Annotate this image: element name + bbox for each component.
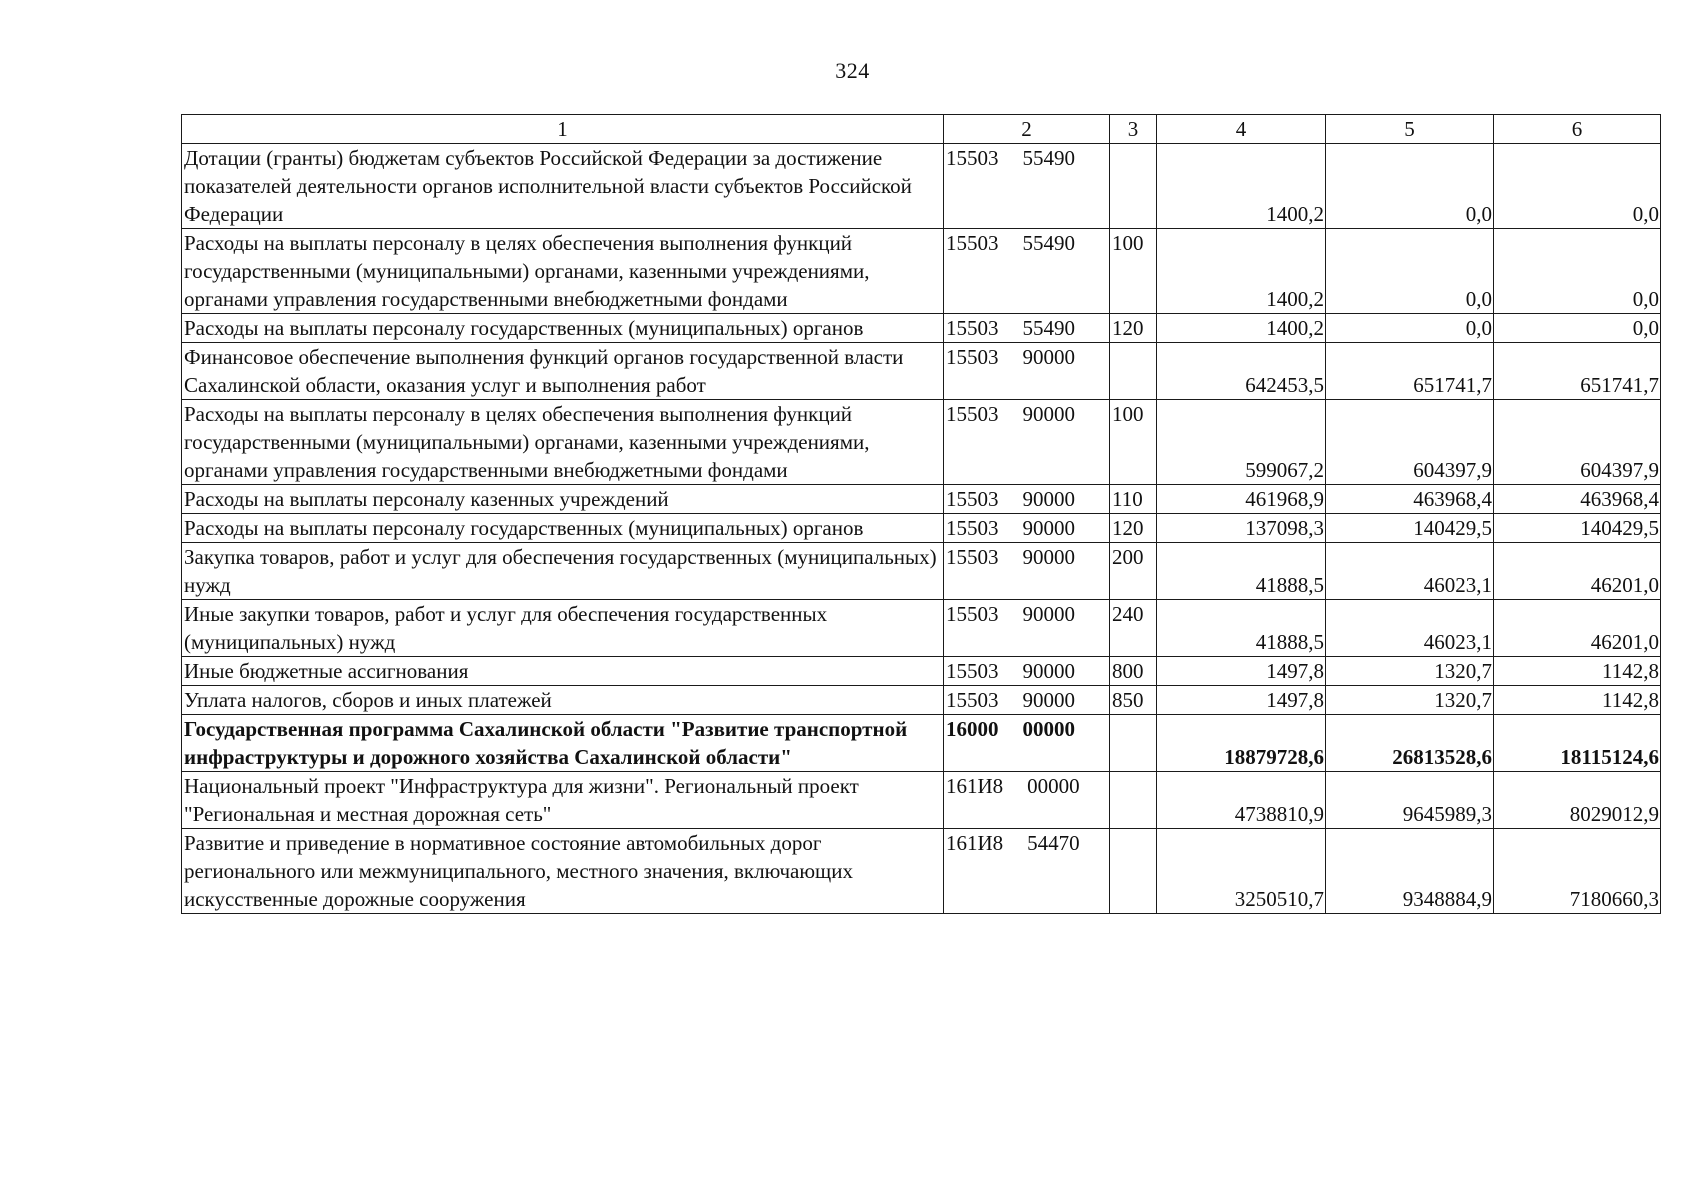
row-code-cell <box>944 772 1110 829</box>
expense-type-code <box>1110 829 1157 914</box>
row-description: Расходы на выплаты персоналу государственных (муниципальных) органов <box>182 514 944 543</box>
row-description: Иные закупки товаров, работ и услуг для обеспечения государственных (муниципальных) нужд <box>182 600 944 657</box>
amount-col-4: 1497,8 <box>1157 657 1326 686</box>
amount-col-4: 1497,8 <box>1157 686 1326 715</box>
row-code-cell <box>944 514 1110 543</box>
table-header-row <box>182 115 1661 144</box>
expense-type-code: 200 <box>1110 543 1157 600</box>
program-code: 15503 <box>946 345 999 369</box>
row-code-cell <box>944 485 1110 514</box>
column-header: 1 <box>182 115 944 144</box>
row-code-cell <box>944 229 1110 314</box>
amount-col-5: 604397,9 <box>1326 400 1494 485</box>
program-code: 15503 <box>946 316 999 340</box>
amount-col-4: 137098,3 <box>1157 514 1326 543</box>
expense-type-code <box>1110 144 1157 229</box>
direction-code: 90000 <box>1022 487 1075 511</box>
direction-code: 90000 <box>1022 545 1075 569</box>
row-description: Иные бюджетные ассигнования <box>182 657 944 686</box>
amount-col-6: 463968,4 <box>1494 485 1661 514</box>
column-header: 4 <box>1157 115 1326 144</box>
table-row <box>182 657 1661 686</box>
amount-col-5: 463968,4 <box>1326 485 1494 514</box>
expense-type-code: 240 <box>1110 600 1157 657</box>
amount-col-6: 604397,9 <box>1494 400 1661 485</box>
expense-type-code: 120 <box>1110 514 1157 543</box>
program-code: 161И8 <box>946 831 1004 855</box>
program-code: 15503 <box>946 516 999 540</box>
amount-col-6: 1142,8 <box>1494 657 1661 686</box>
amount-col-6: 7180660,3 <box>1494 829 1661 914</box>
amount-col-5: 26813528,6 <box>1326 715 1494 772</box>
column-header: 2 <box>944 115 1110 144</box>
table-row <box>182 514 1661 543</box>
amount-col-4: 3250510,7 <box>1157 829 1326 914</box>
expense-type-code: 100 <box>1110 229 1157 314</box>
amount-col-5: 46023,1 <box>1326 600 1494 657</box>
amount-col-4: 41888,5 <box>1157 543 1326 600</box>
amount-col-6: 1142,8 <box>1494 686 1661 715</box>
expense-type-code: 110 <box>1110 485 1157 514</box>
program-code: 15503 <box>946 688 999 712</box>
amount-col-4: 642453,5 <box>1157 343 1326 400</box>
row-code-cell <box>944 400 1110 485</box>
expense-type-code <box>1110 772 1157 829</box>
row-code-cell <box>944 600 1110 657</box>
expense-type-code <box>1110 343 1157 400</box>
table-row <box>182 314 1661 343</box>
direction-code: 90000 <box>1022 602 1075 626</box>
direction-code: 00000 <box>1027 774 1080 798</box>
amount-col-5: 1320,7 <box>1326 686 1494 715</box>
amount-col-4: 461968,9 <box>1157 485 1326 514</box>
amount-col-6: 8029012,9 <box>1494 772 1661 829</box>
table-row <box>182 772 1661 829</box>
row-code-cell <box>944 343 1110 400</box>
amount-col-6: 140429,5 <box>1494 514 1661 543</box>
table-row <box>182 144 1661 229</box>
direction-code: 54470 <box>1027 831 1080 855</box>
expense-type-code <box>1110 715 1157 772</box>
amount-col-5: 0,0 <box>1326 229 1494 314</box>
row-description: Расходы на выплаты персоналу государственных (муниципальных) органов <box>182 314 944 343</box>
table-row <box>182 485 1661 514</box>
amount-col-4: 41888,5 <box>1157 600 1326 657</box>
table-row <box>182 686 1661 715</box>
amount-col-4: 599067,2 <box>1157 400 1326 485</box>
program-code: 161И8 <box>946 774 1004 798</box>
row-description: Дотации (гранты) бюджетам субъектов Российской Федерации за достижение показателей деятельности органов исполнительной власти субъектов Российской Федерации <box>182 144 944 229</box>
amount-col-5: 140429,5 <box>1326 514 1494 543</box>
amount-col-5: 46023,1 <box>1326 543 1494 600</box>
amount-col-4: 18879728,6 <box>1157 715 1326 772</box>
table-row <box>182 343 1661 400</box>
row-code-cell <box>944 686 1110 715</box>
direction-code: 55490 <box>1022 231 1075 255</box>
amount-col-6: 651741,7 <box>1494 343 1661 400</box>
row-code-cell <box>944 144 1110 229</box>
table-row <box>182 715 1661 772</box>
row-code-cell <box>944 715 1110 772</box>
table-row <box>182 543 1661 600</box>
page-number: 324 <box>835 58 870 83</box>
program-code: 15503 <box>946 545 999 569</box>
expense-type-code: 800 <box>1110 657 1157 686</box>
amount-col-6: 46201,0 <box>1494 600 1661 657</box>
row-description: Развитие и приведение в нормативное состояние автомобильных дорог регионального или межмуниципального, местного значения, включающих искусственные дорожные сооружения <box>182 829 944 914</box>
row-description: Национальный проект "Инфраструктура для жизни". Региональный проект "Региональная и местная дорожная сеть" <box>182 772 944 829</box>
program-code: 15503 <box>946 602 999 626</box>
amount-col-6: 0,0 <box>1494 229 1661 314</box>
amount-col-5: 0,0 <box>1326 314 1494 343</box>
program-code: 15503 <box>946 659 999 683</box>
direction-code: 90000 <box>1022 516 1075 540</box>
program-code: 15503 <box>946 487 999 511</box>
program-code: 15503 <box>946 146 999 170</box>
amount-col-5: 9348884,9 <box>1326 829 1494 914</box>
row-code-cell <box>944 314 1110 343</box>
column-header: 5 <box>1326 115 1494 144</box>
row-description: Финансовое обеспечение выполнения функций органов государственной власти Сахалинской области, оказания услуг и выполнения работ <box>182 343 944 400</box>
amount-col-5: 651741,7 <box>1326 343 1494 400</box>
direction-code: 90000 <box>1022 345 1075 369</box>
expense-type-code: 100 <box>1110 400 1157 485</box>
row-code-cell <box>944 543 1110 600</box>
column-header: 3 <box>1110 115 1157 144</box>
row-description: Государственная программа Сахалинской области "Развитие транспортной инфраструктуры и дорожного хозяйства Сахалинской области" <box>182 715 944 772</box>
row-description: Закупка товаров, работ и услуг для обеспечения государственных (муниципальных) нужд <box>182 543 944 600</box>
program-code: 15503 <box>946 231 999 255</box>
amount-col-6: 0,0 <box>1494 144 1661 229</box>
budget-table <box>181 114 1661 914</box>
direction-code: 90000 <box>1022 402 1075 426</box>
direction-code: 55490 <box>1022 146 1075 170</box>
amount-col-6: 0,0 <box>1494 314 1661 343</box>
column-header: 6 <box>1494 115 1661 144</box>
program-code: 16000 <box>946 717 999 741</box>
row-description: Расходы на выплаты персоналу в целях обеспечения выполнения функций государственными (муниципальными) органами, казенными учреждениями, органами управления государственными внебюджетными фондами <box>182 400 944 485</box>
row-description: Уплата налогов, сборов и иных платежей <box>182 686 944 715</box>
amount-col-5: 1320,7 <box>1326 657 1494 686</box>
row-description: Расходы на выплаты персоналу в целях обеспечения выполнения функций государственными (муниципальными) органами, казенными учреждениями, органами управления государственными внебюджетными фондами <box>182 229 944 314</box>
amount-col-6: 46201,0 <box>1494 543 1661 600</box>
amount-col-6: 18115124,6 <box>1494 715 1661 772</box>
expense-type-code: 120 <box>1110 314 1157 343</box>
amount-col-5: 9645989,3 <box>1326 772 1494 829</box>
row-code-cell <box>944 829 1110 914</box>
direction-code: 90000 <box>1022 688 1075 712</box>
amount-col-4: 1400,2 <box>1157 229 1326 314</box>
amount-col-4: 1400,2 <box>1157 314 1326 343</box>
expense-type-code: 850 <box>1110 686 1157 715</box>
direction-code: 55490 <box>1022 316 1075 340</box>
amount-col-4: 1400,2 <box>1157 144 1326 229</box>
row-code-cell <box>944 657 1110 686</box>
direction-code: 90000 <box>1022 659 1075 683</box>
program-code: 15503 <box>946 402 999 426</box>
direction-code: 00000 <box>1022 717 1075 741</box>
table-row <box>182 400 1661 485</box>
table-row <box>182 829 1661 914</box>
amount-col-4: 4738810,9 <box>1157 772 1326 829</box>
row-description: Расходы на выплаты персоналу казенных учреждений <box>182 485 944 514</box>
table-row <box>182 229 1661 314</box>
table-row <box>182 600 1661 657</box>
amount-col-5: 0,0 <box>1326 144 1494 229</box>
